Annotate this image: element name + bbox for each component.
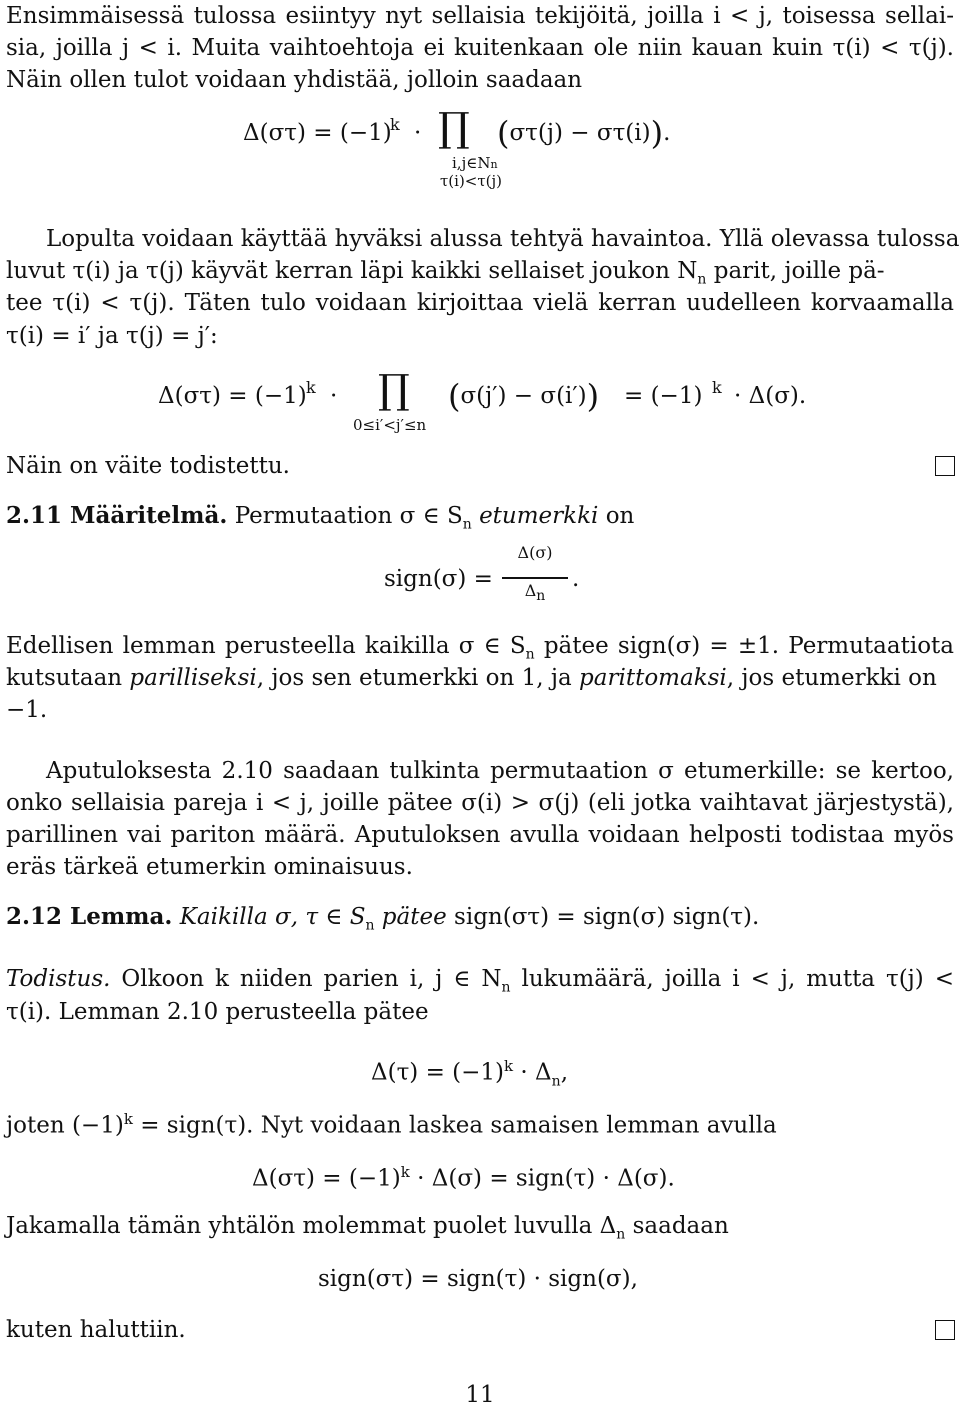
qed-box: [935, 456, 955, 476]
qed-box: [935, 1320, 955, 1340]
text-line: tee τ(i) < τ(j). Täten tulo voidaan kirjoittaa vielä kerran uudelleen korvaamalla: [6, 290, 954, 316]
product-symbol: ∏: [438, 105, 470, 151]
product-symbol: ∏: [378, 367, 410, 413]
eq2-rhs-2: · Δ(σ).: [734, 383, 807, 409]
text-line: sia, joilla j < i. Muita vaihtoehtoja ei kuitenkaan ole niin kauan kuin τ(i) < τ(j).: [6, 35, 954, 61]
equation-4: $\Delta(\sigma\tau) = (-1)^k \cdot \Delta(\sigma)$ = sign(τ) · Δ(σ).: [252, 1163, 675, 1192]
text-line: joten $(-1)^k$ = sign(τ). Nyt voidaan laskea samaisen lemman avulla: [6, 1110, 777, 1139]
proof-line: Todistus. Olkoon k niiden parien i, j ∈ $N_n$ lukumäärä, joilla i < j, mutta τ(j) <: [6, 966, 954, 996]
text-line: Edellisen lemman perusteella kaikilla σ ∈ $S_n$ pätee sign(σ) = ±1. Permutaatiota: [6, 633, 954, 663]
text-line: Näin ollen tulot voidaan yhdistää, jolloin saadaan: [6, 67, 583, 93]
eq1-lhs: Δ(στ) = (−1): [243, 120, 392, 146]
eq2-sub: 0≤i′<j′≤n: [353, 416, 427, 434]
eq2-lhs: Δ(στ) = (−1): [158, 383, 307, 409]
text-line: τ(i). Lemman 2.10 perusteella pätee: [6, 999, 429, 1025]
definition-heading: 2.11 Määritelmä. Permutaation σ ∈ $S_n$ etumerkki on: [6, 502, 635, 533]
text-line: luvut τ(i) ja τ(j) käyvät kerran läpi kaikki sellaiset joukon $N_n$ parit, joille pä-: [6, 258, 885, 288]
eq1-body: στ(j) − στ(i): [509, 120, 651, 146]
text-line: kutsutaan parilliseksi, jos sen etumerkki on 1, ja parittomaksi, jos etumerkki on: [6, 665, 937, 691]
eq1-sub2: τ(i)<τ(j): [440, 172, 503, 190]
text-line: Lopulta voidaan käyttää hyväksi alussa tehtyä havaintoa. Yllä olevassa tulossa: [46, 226, 960, 252]
text-line: −1.: [6, 697, 48, 723]
eq2-exponent: k: [306, 378, 316, 397]
eq2-exponent-2: k: [712, 378, 722, 397]
text-line: Näin on väite todistettu.: [6, 453, 290, 479]
text-line: eräs tärkeä etumerkin ominaisuus.: [6, 854, 413, 880]
text-line: Jakamalla tämän yhtälön molemmat puolet luvulla $\Delta_n$ saadaan: [6, 1213, 729, 1243]
text-line: onko sellaisia pareja i < j, joille pätee σ(i) > σ(j) (eli jotka vaihtavat järjestystä),: [6, 790, 954, 816]
eq1-exponent: k: [390, 115, 400, 134]
equation-3: $\Delta(\tau) = (-1)^k \cdot \Delta_n$,: [371, 1057, 569, 1090]
fraction-bar: [502, 577, 568, 579]
fraction-numerator: Δ(σ): [517, 543, 553, 562]
sign-end: .: [572, 566, 580, 592]
sign-lhs: sign(σ) =: [384, 566, 493, 592]
text-line: Aputuloksesta 2.10 saadaan tulkinta permutaation σ etumerkille: se kertoo,: [46, 758, 954, 784]
eq1-sub1-n: n: [490, 158, 498, 171]
eq1-end: .: [663, 120, 671, 146]
lemma-heading: 2.12 Lemma. Kaikilla σ, τ ∈ $S_n$ pätee sign(στ) = sign(σ) sign(τ).: [6, 903, 760, 934]
text-line: parillinen vai pariton määrä. Aputuloksen avulla voidaan helposti todistaa myös: [6, 822, 954, 848]
eq1-sub1: i,j∈N: [452, 154, 491, 172]
equation-5: sign(στ) = sign(τ) · sign(σ),: [318, 1266, 638, 1292]
page-number: 11: [465, 1382, 495, 1408]
text-line: Ensimmäisessä tulossa esiintyy nyt sellaisia tekijöitä, joilla i < j, toisessa sellai-: [6, 3, 954, 29]
fraction-denominator: $\Delta_n$: [524, 581, 546, 605]
text-line: kuten haluttiin.: [6, 1317, 186, 1343]
eq2-body: σ(j′) − σ(i′): [460, 383, 587, 409]
eq2-rhs: = (−1): [624, 383, 703, 409]
eq1-dot: ·: [414, 120, 422, 146]
text-line: τ(i) = i′ ja τ(j) = j′:: [6, 323, 218, 349]
eq2-dot: ·: [330, 383, 338, 409]
